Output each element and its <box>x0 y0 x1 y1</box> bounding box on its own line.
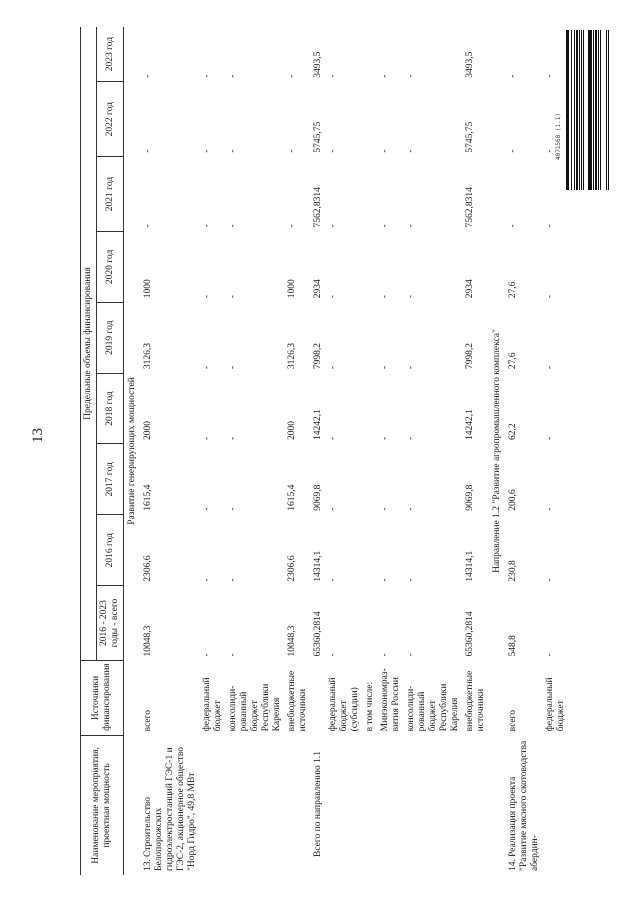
row-value: - <box>545 295 555 299</box>
row-value: - <box>380 295 390 299</box>
row-value: 10048,3 <box>143 625 153 657</box>
row-value: - <box>228 507 238 511</box>
row-value: 7562,8314 <box>465 187 475 228</box>
row-value: - <box>406 507 416 511</box>
header-source: Источники финансирования <box>81 660 124 735</box>
table-row <box>226 27 285 875</box>
header-year: 2018 год <box>97 373 124 444</box>
row-source: внебюджетные источники <box>287 670 308 732</box>
row-source: федеральный бюджет <box>202 677 223 732</box>
row-name-cell <box>463 735 489 875</box>
row-value: 3493,5 <box>465 51 475 78</box>
header-name: Наименование мероприятия, проектная мощность <box>81 735 124 875</box>
header-year: 2021 год <box>97 157 124 232</box>
row-value: - <box>143 149 153 153</box>
table-row <box>463 27 489 875</box>
row-name-cell <box>326 735 363 875</box>
barcode <box>566 30 610 190</box>
header-year: 2017 год <box>97 444 124 515</box>
row-number: 14. <box>508 859 518 871</box>
row-value: - <box>328 74 338 78</box>
row-value: - <box>202 436 212 440</box>
row-value: - <box>228 224 238 228</box>
header-year: 2020 год <box>97 231 124 302</box>
row-source <box>311 660 326 735</box>
row-value: - <box>406 224 416 228</box>
row-value: - <box>228 365 238 370</box>
row-value: - <box>545 507 555 511</box>
row-value: - <box>406 74 416 78</box>
row-value <box>363 302 378 373</box>
row-value: - <box>328 507 338 511</box>
row-value: - <box>202 295 212 299</box>
row-value: 200,6 <box>508 489 518 511</box>
row-value: - <box>228 436 238 440</box>
row-value: - <box>328 295 338 299</box>
header-year: 2019 год <box>97 302 124 373</box>
row-source: консолиди-рованный бюджет Республики Карелия <box>406 683 460 732</box>
row-value: 65360,2814 <box>465 611 475 657</box>
row-value: - <box>380 578 390 582</box>
row-value: 65360,2814 <box>313 611 323 657</box>
table-row <box>378 27 404 875</box>
table-row <box>285 27 311 875</box>
row-value: - <box>287 149 297 153</box>
row-name-cell <box>404 735 463 875</box>
row-value: - <box>380 507 390 511</box>
row-value: 7998,2 <box>313 343 323 370</box>
row-value: - <box>328 149 338 153</box>
row-source: всего <box>143 709 153 732</box>
row-value: 9069,8 <box>313 484 323 511</box>
row-value: - <box>406 365 416 370</box>
row-value: - <box>545 436 555 440</box>
row-value: 14242,1 <box>465 409 475 440</box>
row-value: - <box>545 224 555 228</box>
table-row <box>311 27 326 875</box>
header-year: 2023 год <box>97 27 124 82</box>
row-value: - <box>508 149 518 153</box>
row-value: - <box>202 653 212 657</box>
row-value: 7998,2 <box>465 343 475 370</box>
row-value: - <box>228 149 238 153</box>
row-value: - <box>380 149 390 153</box>
table-row <box>200 27 226 875</box>
barcode-text: 4071568 (1.1) <box>555 113 562 160</box>
table-row <box>404 27 463 875</box>
row-value: - <box>202 74 212 78</box>
row-name: Реализация проекта "Развитие мясного скотоводства абердин- <box>508 740 540 871</box>
row-value: - <box>545 653 555 657</box>
row-value: 3126,3 <box>287 343 297 370</box>
row-value: 2000 <box>143 420 153 440</box>
row-source: Минэкономраз-вития России <box>380 668 401 732</box>
row-value: 230,8 <box>508 560 518 582</box>
row-value: 14314,1 <box>313 550 323 582</box>
header-row-1 <box>81 27 97 875</box>
row-number: 13. <box>143 859 153 871</box>
financing-table-container <box>80 27 620 875</box>
row-value: 27,6 <box>508 281 518 299</box>
row-value: - <box>228 653 238 657</box>
row-value: - <box>228 578 238 582</box>
row-name-cell <box>506 735 543 875</box>
row-value: - <box>143 224 153 228</box>
row-value: - <box>508 224 518 228</box>
row-value: - <box>328 224 338 228</box>
row-value: 3493,5 <box>313 51 323 78</box>
row-source: в том числе: <box>365 681 375 732</box>
row-value: - <box>406 653 416 657</box>
row-value: - <box>287 74 297 78</box>
row-value: - <box>228 74 238 78</box>
row-name-cell <box>200 735 226 875</box>
row-value: 62,2 <box>508 423 518 440</box>
row-name-cell <box>311 735 326 875</box>
row-value: 14314,1 <box>465 550 475 582</box>
section-title: Развитие генерирующих мощностей <box>127 377 137 525</box>
table-row <box>363 27 378 875</box>
row-value: - <box>545 74 555 78</box>
row-value: - <box>508 74 518 78</box>
row-value: - <box>328 436 338 440</box>
row-source: всего <box>508 709 518 732</box>
row-value: 1000 <box>287 279 297 299</box>
row-value: - <box>406 149 416 153</box>
row-value: 10048,3 <box>287 625 297 657</box>
row-value: 3126,3 <box>143 343 153 370</box>
row-value: - <box>545 149 555 153</box>
row-value: - <box>228 295 238 299</box>
section-row <box>489 27 506 875</box>
row-value: - <box>202 224 212 228</box>
page-number: 13 <box>30 428 46 443</box>
row-value: - <box>380 653 390 657</box>
row-value: - <box>545 578 555 582</box>
row-value: - <box>406 578 416 582</box>
row-value: 14242,1 <box>313 409 323 440</box>
table-row <box>506 27 543 875</box>
row-value: 9069,8 <box>465 484 475 511</box>
row-name-cell <box>141 735 200 875</box>
row-name-cell <box>543 735 569 875</box>
table-body <box>124 27 570 875</box>
row-value <box>363 515 378 586</box>
row-name-cell <box>378 735 404 875</box>
row-value <box>363 82 378 157</box>
row-value: - <box>380 74 390 78</box>
row-value: - <box>202 149 212 153</box>
row-value <box>363 444 378 515</box>
table-row <box>326 27 363 875</box>
row-value: - <box>287 224 297 228</box>
row-value <box>363 27 378 82</box>
header-year: 2016 год <box>97 515 124 586</box>
row-value: - <box>406 436 416 440</box>
row-value: 1000 <box>143 279 153 299</box>
row-value: 2934 <box>465 279 475 299</box>
header-group: Предельные объемы финансирования <box>81 27 97 660</box>
row-name-cell <box>285 735 311 875</box>
row-source: федеральный бюджет <box>545 677 566 732</box>
table-row <box>141 27 200 875</box>
row-value: - <box>202 578 212 582</box>
row-value: - <box>328 653 338 657</box>
row-value <box>363 157 378 232</box>
row-value: 5745,75 <box>313 121 323 153</box>
row-value: 2306,6 <box>143 555 153 582</box>
row-value: 2000 <box>287 420 297 440</box>
row-name-cell <box>363 735 378 875</box>
row-name: Всего по направлению 1.1 <box>313 751 323 857</box>
row-value: 7562,8314 <box>313 187 323 228</box>
row-value: - <box>202 507 212 511</box>
row-value: 548,8 <box>508 635 518 657</box>
row-name-cell <box>226 735 285 875</box>
row-value: 2934 <box>313 279 323 299</box>
row-value: 1615,4 <box>143 484 153 511</box>
row-value <box>363 231 378 302</box>
row-value: - <box>380 365 390 370</box>
row-value: 2306,6 <box>287 555 297 582</box>
financing-table <box>80 27 569 875</box>
row-value <box>363 586 378 661</box>
row-value: - <box>380 436 390 440</box>
row-source: федеральный бюджет (субсидии) <box>328 677 360 732</box>
section-title: Направление 1.2 "Развитие агропромышленного комплекса" <box>492 329 502 573</box>
row-source: консолиди-рованный бюджет Республики Карелия <box>228 683 282 732</box>
row-value: - <box>143 74 153 78</box>
row-value: - <box>328 578 338 582</box>
header-total: 2016 - 2023 годы - всего <box>97 586 124 661</box>
row-value <box>363 373 378 444</box>
row-value: 27,6 <box>508 352 518 370</box>
header-year: 2022 год <box>97 82 124 157</box>
row-value: 1615,4 <box>287 484 297 511</box>
section-row <box>124 27 142 875</box>
row-name: Строительство Белопорожских гидроэлектростанций ГЭС-1 и ГЭС-2, акционерное общество "Норд Гидро", 49,8 МВт <box>143 747 197 871</box>
row-value: - <box>328 365 338 370</box>
row-value: - <box>380 224 390 228</box>
row-value: - <box>202 365 212 370</box>
row-value: - <box>545 365 555 370</box>
row-value: 5745,75 <box>465 121 475 153</box>
row-value: - <box>406 295 416 299</box>
row-source: внебюджетные источники <box>465 670 486 732</box>
